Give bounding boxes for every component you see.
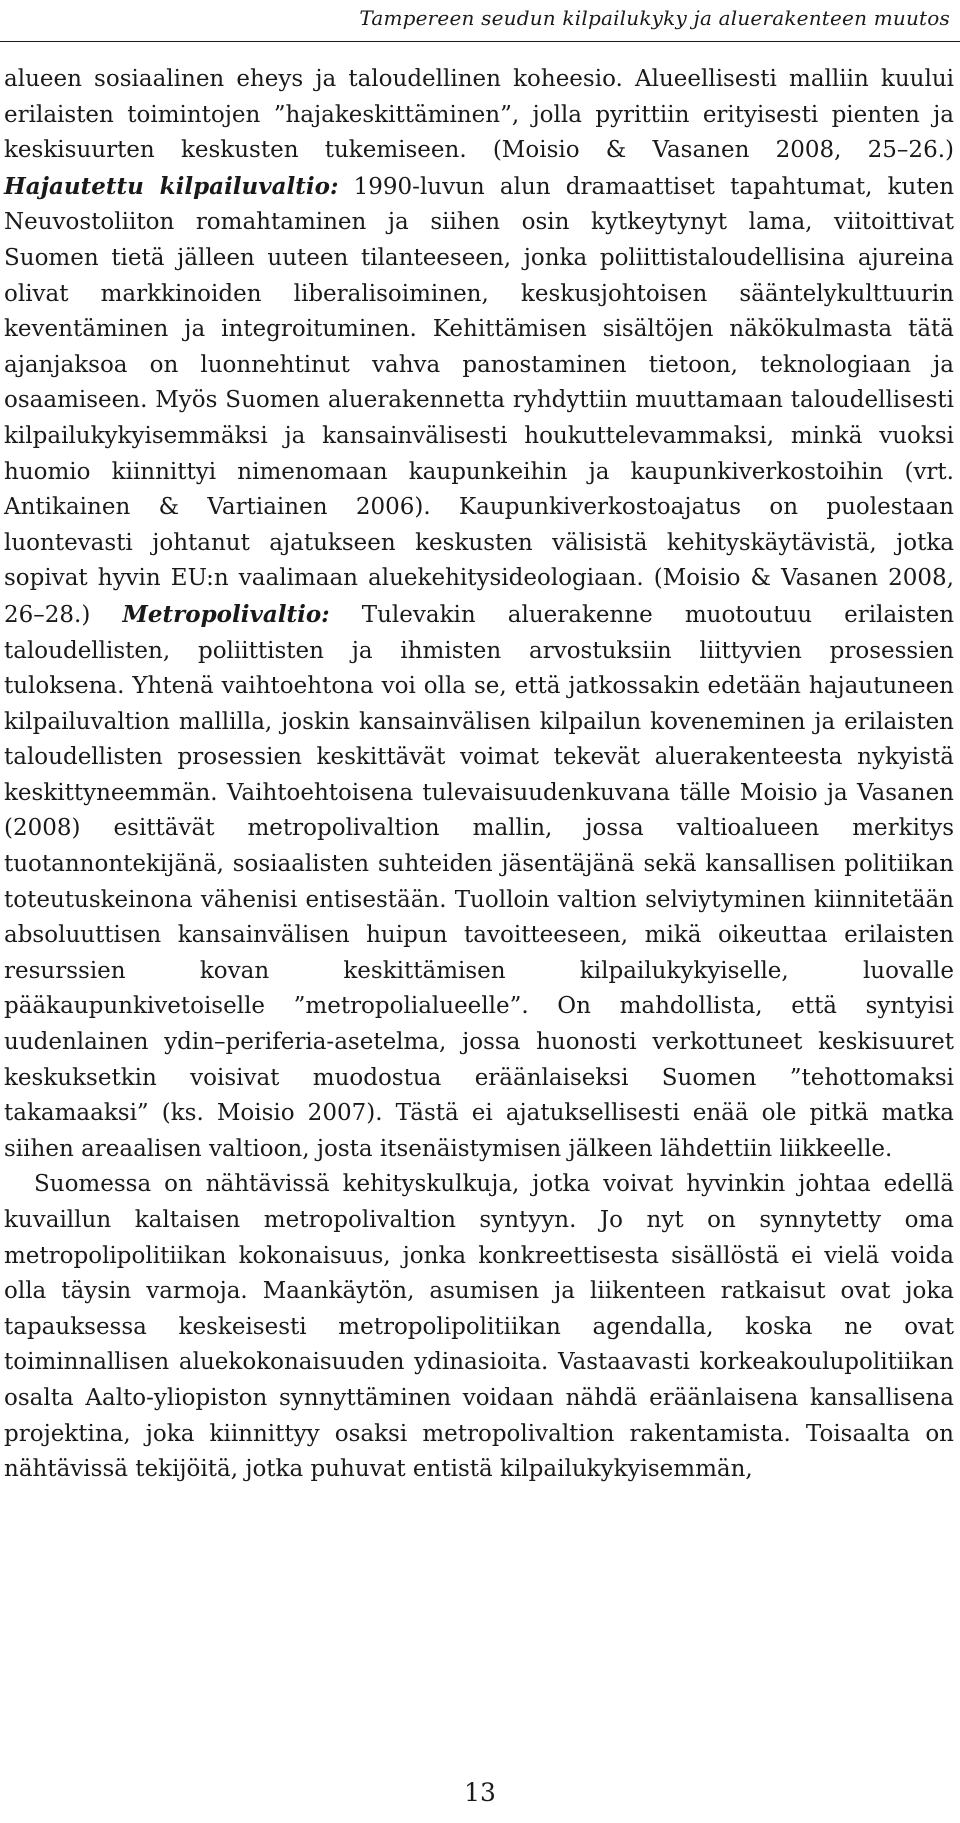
body-text bbox=[4, 62, 954, 1488]
page-number: 13 bbox=[464, 1778, 496, 1807]
paragraph-text: Tulevakin aluerakenne muotoutuu erilaisten taloudellisten, poliittisten ja ihmisten arvostuksiin liittyvien prosessien tuloksena. Yhtenä vaihtoehtona voi olla se, että jatkossakin edetään hajautuneen kilpailuvaltion mallilla, joskin kansainvälisen kilpailun koveneminen ja erilaisten taloudellisten prosessien keskittävät voimat tekevät aluerakenteesta nykyistä keskittyneemmän. Vaihtoehtoisena tulevaisuudenkuvana tälle Moisio ja Vasanen (2008) esittävät metropolivaltion mallin, jossa valtioalueen merkitys tuotannontekijänä, sosiaalisten suhteiden jäsentäjänä sekä kansallisen politiikan toteutuskeinona vähenisi entisestään. Tuolloin valtion selviytyminen kiinnitetään absoluuttisen kansainvälisen huipun tavoitteeseen, mikä oikeuttaa erilaisten resurssien kovan keskittämisen kilpailukykyiselle, luovalle pääkaupunkivetoiselle ”metropolialueelle”. On mahdollista, että syntyisi uudenlainen ydin–periferia-asetelma, jossa huonosti verkottuneet keskisuuret keskuksetkin voisivat muodostua eräänlaiseksi Suomen ”tehottomaksi takamaaksi” (ks. Moisio 2007). Tästä ei ajatuksellisesti enää ole pitkä matka siihen areaalisen valtioon, josta itsenäistymisen jälkeen lähdettiin liikkeelle. bbox=[4, 601, 955, 1162]
paragraph bbox=[4, 62, 954, 1167]
paragraph: Suomessa on nähtävissä kehityskulkuja, jotka voivat hyvinkin johtaa edellä kuvaillun kaltaisen metropolivaltion syntyyn. Jo nyt on synnytetty oma metropolipolitiikan kokonaisuus, jonka konkreettisesta sisällöstä ei vielä voida olla täysin varmoja. Maankäytön, asumisen ja liikenteen ratkaisut ovat joka tapauksessa keskeisesti metropolipolitiikan agendalla, koska ne ovat toiminnallisen aluekokonaisuuden ydinasioita. Vastaavasti korkeakoulupolitiikan osalta Aalto-yliopiston synnyttäminen voidaan nähdä eräänlaisena kansallisena projektina, joka kiinnittyy osaksi metropolivaltion rakentamista. Toisaalta on nähtävissä tekijöitä, jotka puhuvat entistä kilpailukykyisemmän, bbox=[4, 1171, 954, 1483]
paragraph-text: 1990-luvun alun dramaattiset tapahtumat, kuten Neuvostoliiton romahtaminen ja siihen osin kytkeytynyt lama, viitoittivat Suomen tietä jälleen uuteen tilanteeseen, jonka poliittistaloudellisina ajureina olivat markkinoiden liberalisoiminen, keskusjohtoisen sääntelykulttuurin keventäminen ja integroituminen. Kehittämisen sisältöjen näkökulmasta tätä ajanjaksoa on luonnehtinut vahva panostaminen tietoon, teknologiaan ja osaamiseen. Myös Suomen aluerakennetta ryhdyttiin muuttamaan taloudellisesti kilpailukykyisemmäksi ja kansainvälisesti houkuttelevammaksi, minkä vuoksi huomio kiinnittyi nimenomaan kaupunkeihin ja kaupunkiverkostoihin (vrt. Antikainen & Vartiainen 2006). Kaupunkiverkostoajatus on puolestaan luontevasti johtanut ajatukseen keskusten välisistä kehityskäytävistä, jotka sopivat hyvin EU:n vaalimaan aluekehitysideologiaan. (Moisio & Vasanen 2008, 26–28.) bbox=[4, 173, 955, 628]
term-metropolivaltio: Metropolivaltio: bbox=[122, 600, 330, 628]
header-divider bbox=[0, 41, 960, 42]
running-header: Tampereen seudun kilpailukyky ja aluerakenteen muutos bbox=[359, 6, 950, 30]
paragraph-intro: alueen sosiaalinen eheys ja taloudellinen koheesio. Alueellisesti malliin kuului erilaisten toimintojen ”hajakeskittäminen”, jolla pyrittiin erityisesti pienten ja keskisuurten keskusten tukemiseen. (Moisio & Vasanen 2008, 25–26.) bbox=[4, 66, 954, 164]
term-hajautettu-kilpailuvaltio: Hajautettu kilpailuvaltio: bbox=[4, 172, 339, 200]
